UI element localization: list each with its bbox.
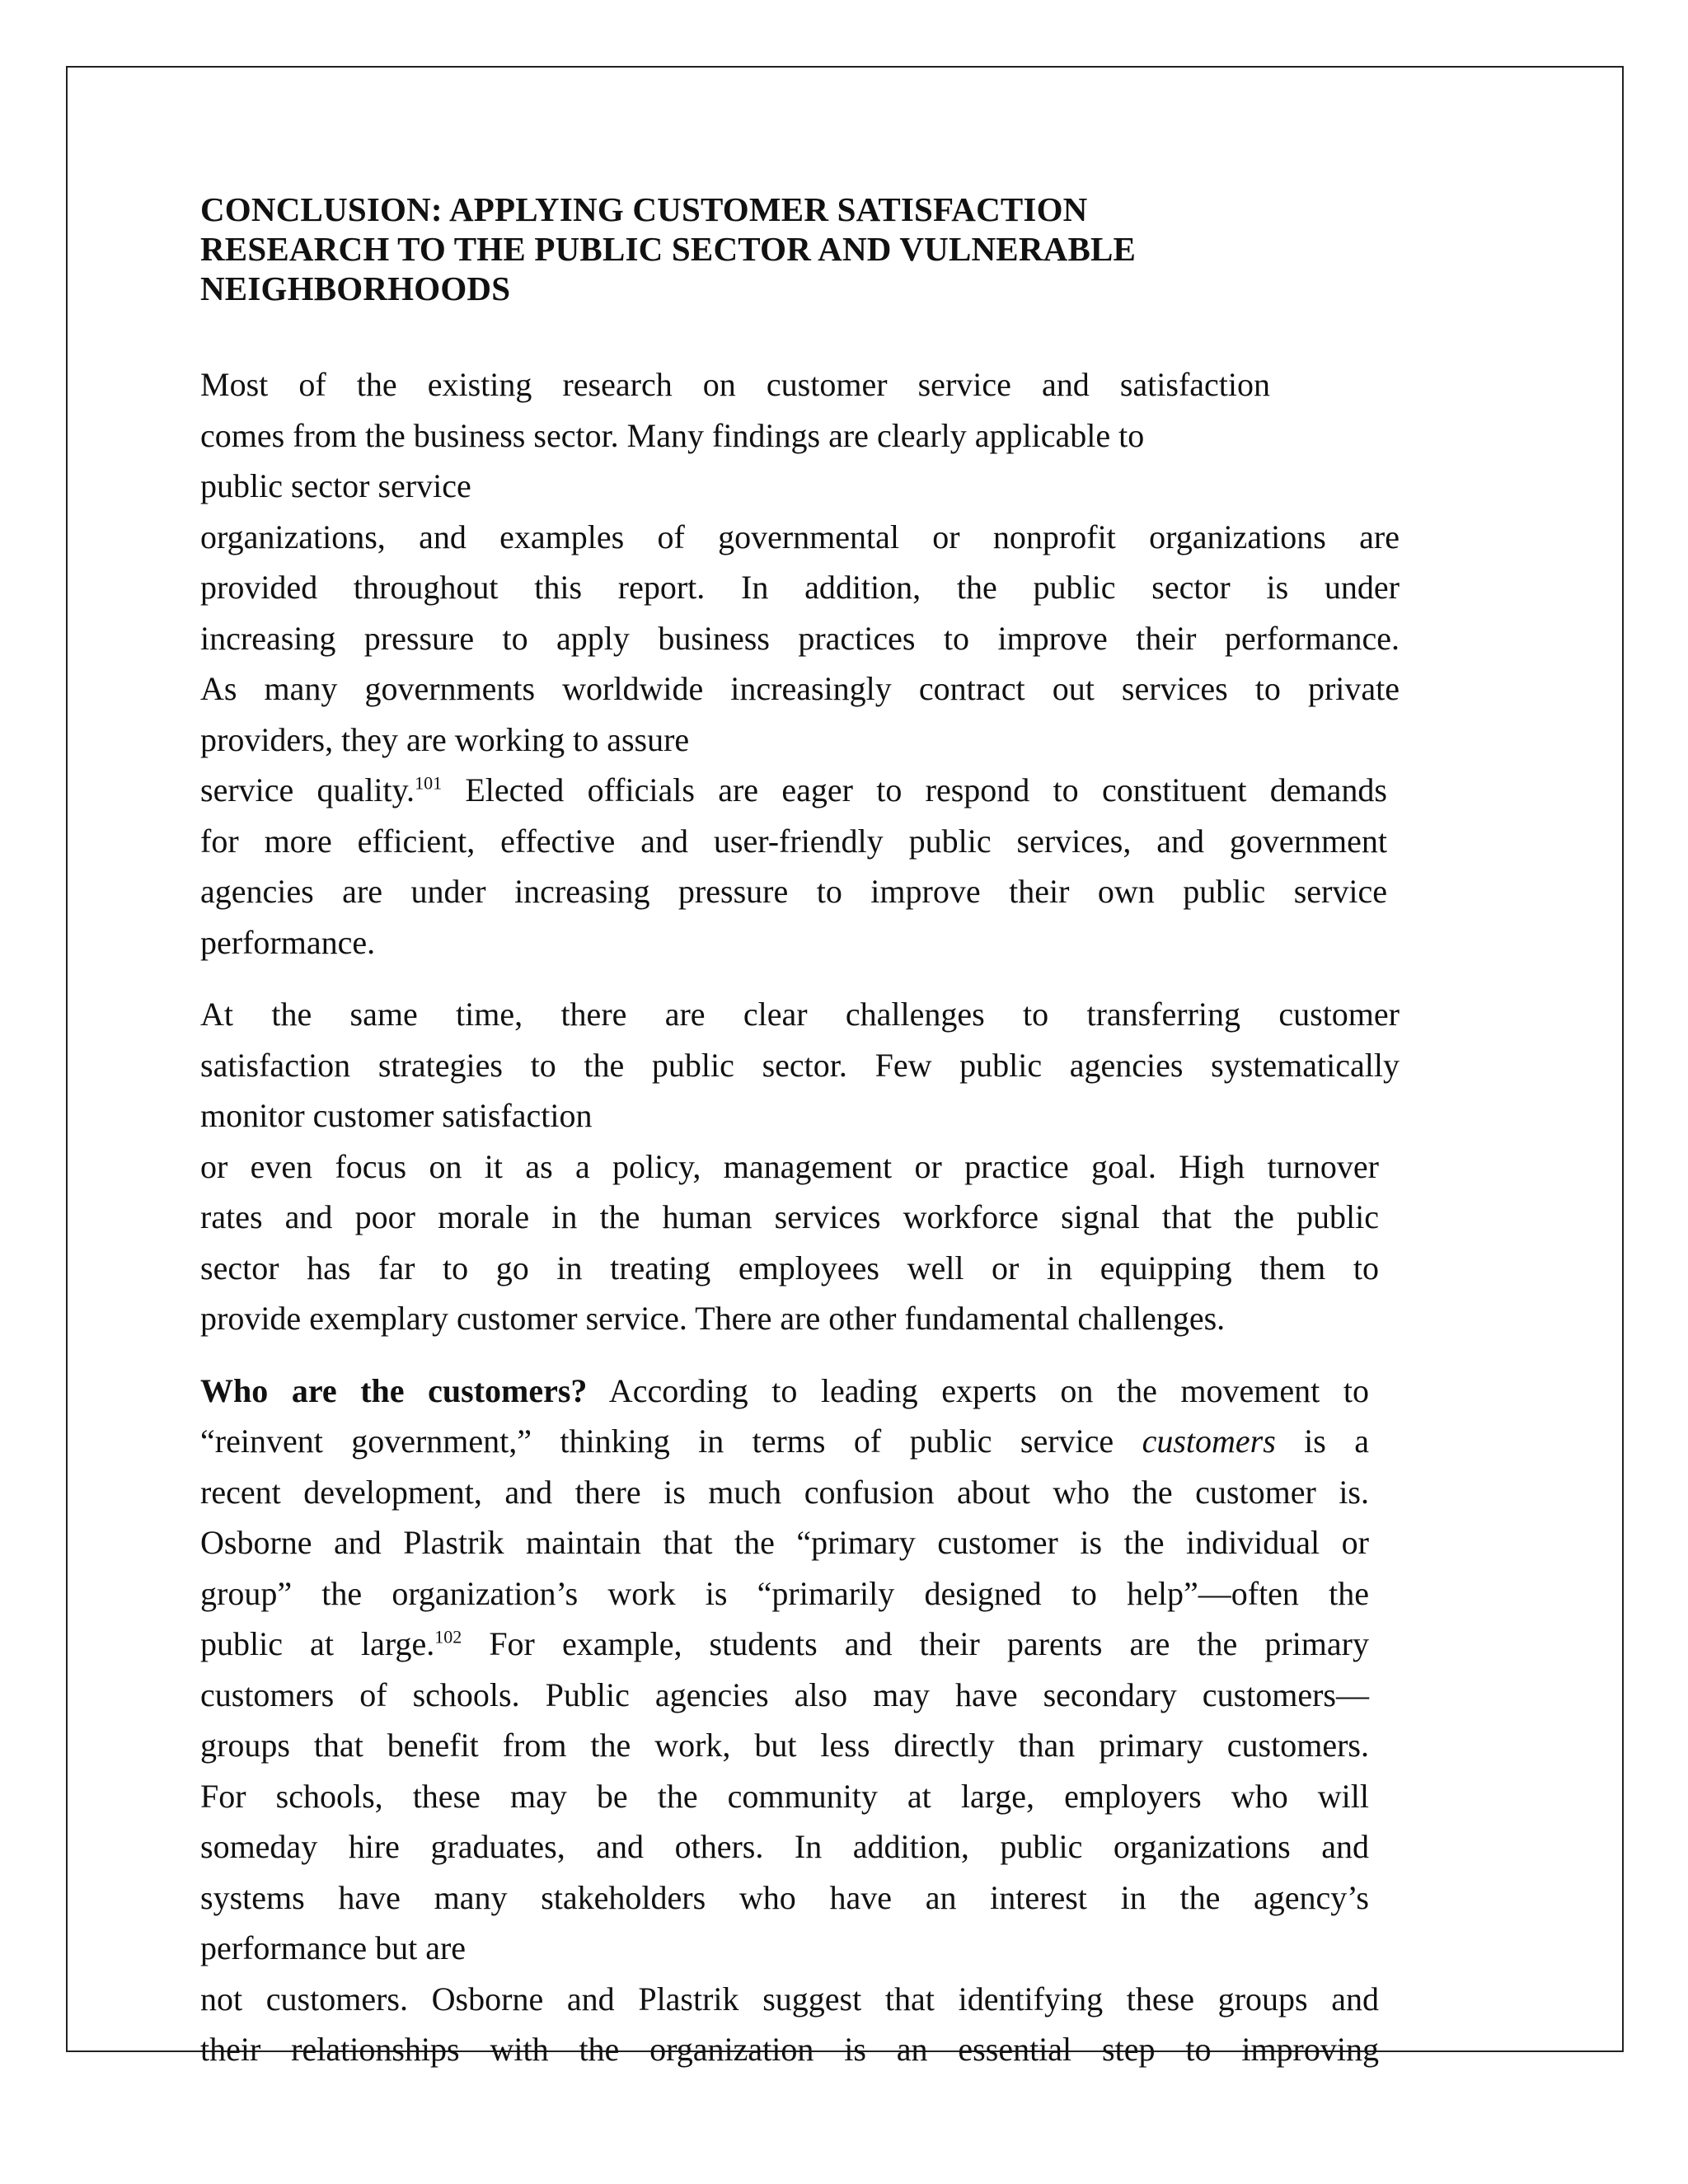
footnote-ref: 102 — [434, 1626, 462, 1647]
text-line: Osborne and Plastrik maintain that the “primary customer is the individual or — [200, 1524, 1369, 1561]
paragraph-3 — [200, 1366, 1400, 2075]
text-line: performance but are — [200, 1929, 467, 1966]
text-line: increasing pressure to apply business practices to improve their performance. — [200, 619, 1400, 657]
text-line: provide exemplary customer service. There are other fundamental challenges. — [200, 1300, 1226, 1337]
text-line: agencies are under increasing pressure to improve their own public service — [200, 873, 1387, 910]
text-line: customers of schools. Public agencies also may have secondary customers— — [200, 1675, 1369, 1713]
text-line: satisfaction strategies to the public sector. Few public agencies systematically — [200, 1046, 1400, 1084]
text-line: public sector service — [200, 467, 471, 504]
text-line — [200, 1416, 1369, 1467]
text-run: Elected officials are eager to respond to constituent demands — [442, 771, 1387, 808]
text-run: public at large. — [200, 1625, 435, 1662]
title-line: RESEARCH TO THE PUBLIC SECTOR AND VULNERABLE — [200, 230, 1137, 268]
text-line: As many governments worldwide increasingly contract out services to private — [200, 670, 1400, 707]
text-line: organizations, and examples of governmental or nonprofit organizations are — [200, 518, 1400, 555]
text-line: rates and poor morale in the human services workforce signal that the public — [200, 1198, 1379, 1235]
text-line: recent development, and there is much confusion about who the customer is. — [200, 1473, 1369, 1511]
text-line: At the same time, there are clear challenges to transferring customer — [200, 996, 1400, 1033]
text-line: or even focus on it as a policy, management or practice goal. High turnover — [200, 1147, 1379, 1185]
title-line: NEIGHBORHOODS — [200, 269, 511, 307]
paragraph-2 — [200, 989, 1400, 1344]
text-run: According to leading experts on the movement to — [587, 1371, 1369, 1409]
text-line: For schools, these may be the community at large, employers who will — [200, 1777, 1369, 1815]
text-line: not customers. Osborne and Plastrik suggest that identifying these groups and — [200, 1980, 1379, 2018]
text-line: for more efficient, effective and user-friendly public services, and government — [200, 822, 1387, 860]
footnote-ref: 101 — [415, 772, 443, 794]
title-line: CONCLUSION: APPLYING CUSTOMER SATISFACTION — [200, 190, 1088, 228]
text-line — [200, 1366, 1369, 1417]
text-line: provided throughout this report. In addition, the public sector is under — [200, 569, 1400, 606]
text-line: monitor customer satisfaction — [200, 1097, 593, 1134]
text-line: sector has far to go in treating employees well or in equipping them to — [200, 1249, 1379, 1286]
text-line: groups that benefit from the work, but less directly than primary customers. — [200, 1727, 1369, 1764]
text-line: performance. — [200, 923, 376, 961]
text-run: “reinvent government,” thinking in terms of public service — [200, 1422, 1142, 1460]
text-line: systems have many stakeholders who have an interest in the agency’s — [200, 1878, 1369, 1916]
text-line: their relationships with the organization is an essential step to improving — [200, 2031, 1379, 2068]
text-line: someday hire graduates, and others. In addition, public organizations and — [200, 1828, 1369, 1865]
emphasis: customers — [1142, 1422, 1276, 1460]
text-run: is a — [1275, 1422, 1369, 1460]
paragraph-1 — [200, 359, 1400, 968]
text-line: comes from the business sector. Many findings are clearly applicable to — [200, 416, 1145, 454]
text-line: group” the organization’s work is “primarily designed to help”—often the — [200, 1574, 1369, 1612]
text-line — [200, 1619, 1369, 1670]
text-line: Most of the existing research on customer service and satisfaction — [200, 366, 1270, 403]
page-content — [200, 190, 1400, 2075]
text-run: service quality. — [200, 771, 415, 808]
run-in-heading: Who are the customers? — [200, 1371, 588, 1409]
text-line — [200, 765, 1387, 816]
section-title — [200, 190, 1400, 308]
text-line: providers, they are working to assure — [200, 720, 690, 758]
text-run: For example, students and their parents are the primary — [462, 1625, 1369, 1662]
